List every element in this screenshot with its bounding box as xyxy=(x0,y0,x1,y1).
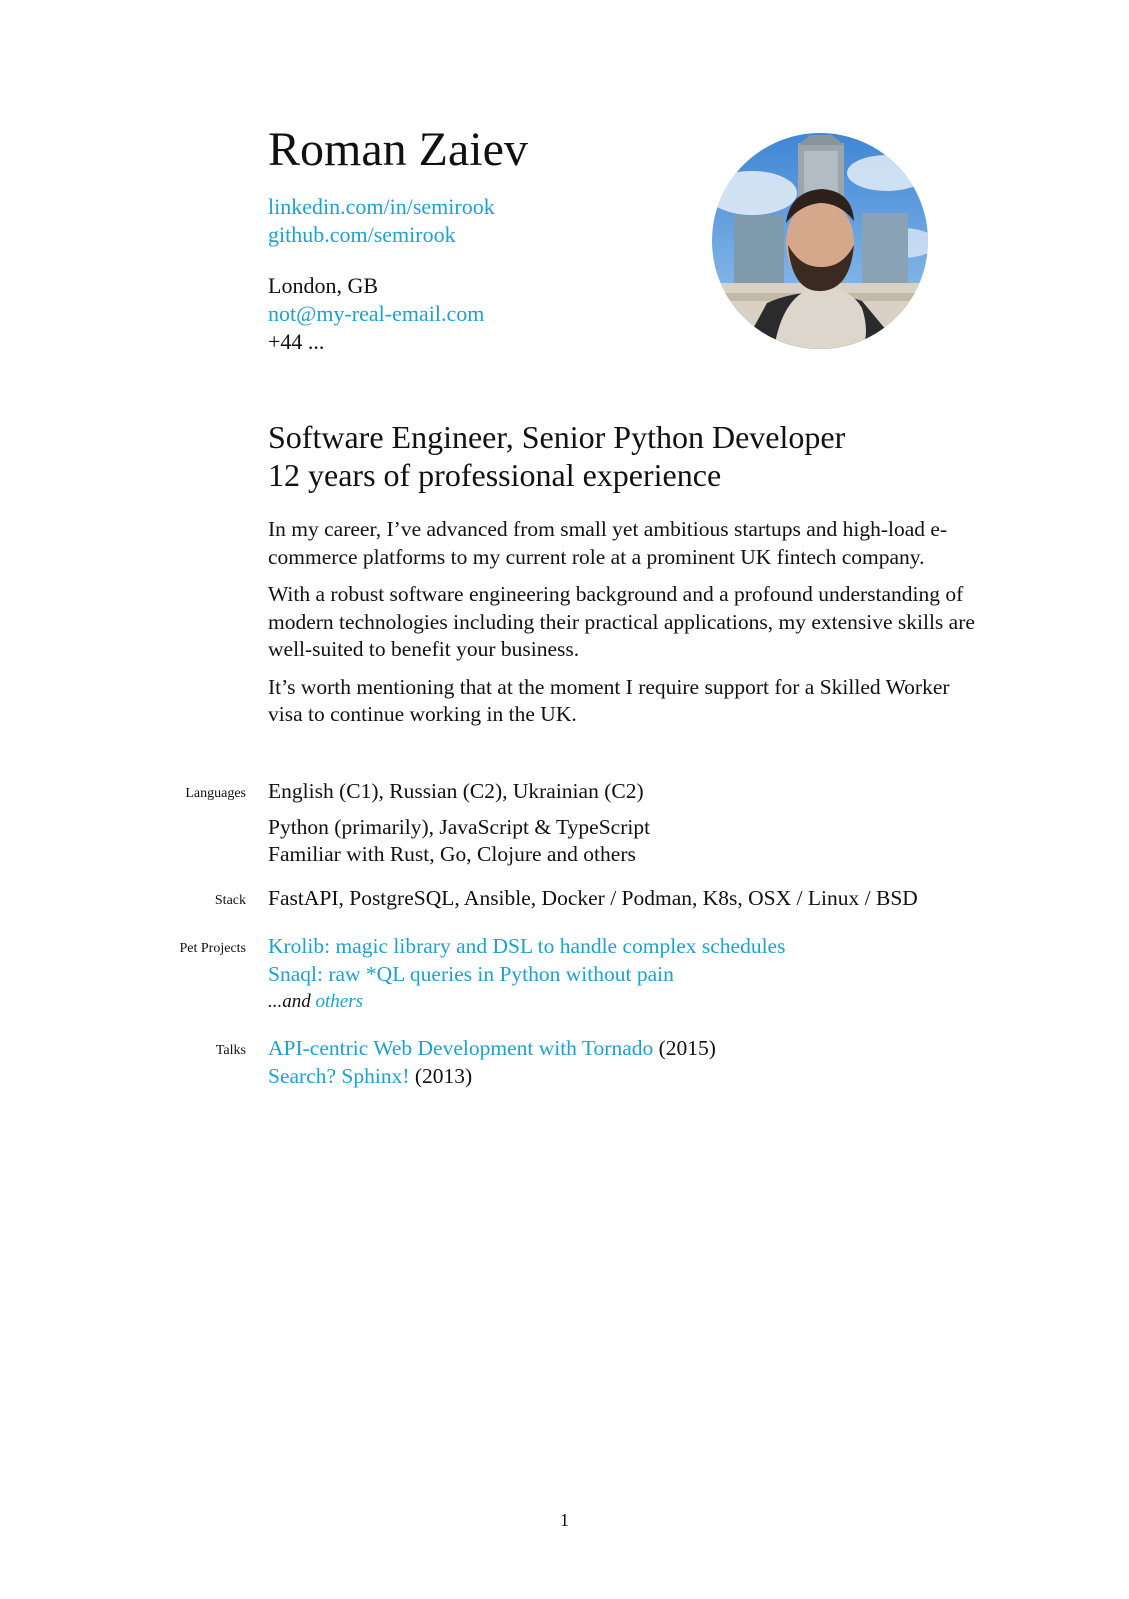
krolib-link[interactable]: Krolib: magic library and DSL to handle complex schedules xyxy=(268,934,786,958)
github-link[interactable]: github.com/semirook xyxy=(268,222,456,247)
person-name: Roman Zaiev xyxy=(268,123,528,176)
stack-value: FastAPI, PostgreSQL, Ansible, Docker / Podman, K8s, OSX / Linux / BSD xyxy=(268,886,918,910)
phone: +44 ... xyxy=(268,329,325,354)
summary-paragraph: With a robust software engineering background and a profound understanding of modern technologies including their practical applications, my extensive skills are well-suited to benefit your business. xyxy=(268,582,975,661)
talk-year: (2015) xyxy=(658,1036,716,1060)
headline-title: Software Engineer, Senior Python Developer xyxy=(268,419,846,455)
more-projects xyxy=(268,988,785,1016)
headline-experience: 12 years of professional experience xyxy=(268,457,722,493)
others-link[interactable]: others xyxy=(315,991,363,1012)
pet-projects-section xyxy=(268,933,785,1016)
programming-languages: Python (primarily), JavaScript & TypeScript xyxy=(268,814,651,839)
languages-label: Languages xyxy=(185,786,246,801)
talks-label: Talks xyxy=(215,1043,246,1058)
snaql-link[interactable]: Snaql: raw *QL queries in Python without pain xyxy=(268,961,674,986)
talk-sphinx-link[interactable]: Search? Sphinx! xyxy=(268,1063,410,1088)
languages-section xyxy=(268,778,650,869)
profile-photo xyxy=(712,133,928,349)
spoken-languages: English (C1), Russian (C2), Ukrainian (C2) xyxy=(268,779,644,803)
summary xyxy=(268,516,988,739)
summary-paragraph: In my career, I’ve advanced from small yet ambitious startups and high-load e-commerce platforms to my current role at a prominent UK fintech company. xyxy=(268,517,948,569)
more-projects-prefix: ...and xyxy=(268,991,311,1012)
stack-section xyxy=(268,885,918,913)
location: London, GB xyxy=(268,273,378,298)
linkedin-link[interactable]: linkedin.com/in/semirook xyxy=(268,194,495,219)
stack-label: Stack xyxy=(214,893,246,908)
email-link[interactable]: not@my-real-email.com xyxy=(268,301,485,326)
talk-tornado-link[interactable]: API-centric Web Development with Tornado xyxy=(268,1036,654,1060)
talks-section xyxy=(268,1035,716,1090)
talk-item xyxy=(268,1035,716,1063)
headline xyxy=(268,418,845,494)
summary-paragraph: It’s worth mentioning that at the moment I require support for a Skilled Worker visa to continue working in the UK. xyxy=(268,674,950,726)
talk-year: (2013) xyxy=(414,1063,473,1088)
familiar-languages: Familiar with Rust, Go, Clojure and others xyxy=(268,842,636,866)
pet-projects-label: Pet Projects xyxy=(179,941,246,956)
talk-item xyxy=(268,1063,716,1091)
contact-info xyxy=(268,272,484,356)
page-number: 1 xyxy=(560,1510,569,1530)
profile-links xyxy=(268,193,495,249)
